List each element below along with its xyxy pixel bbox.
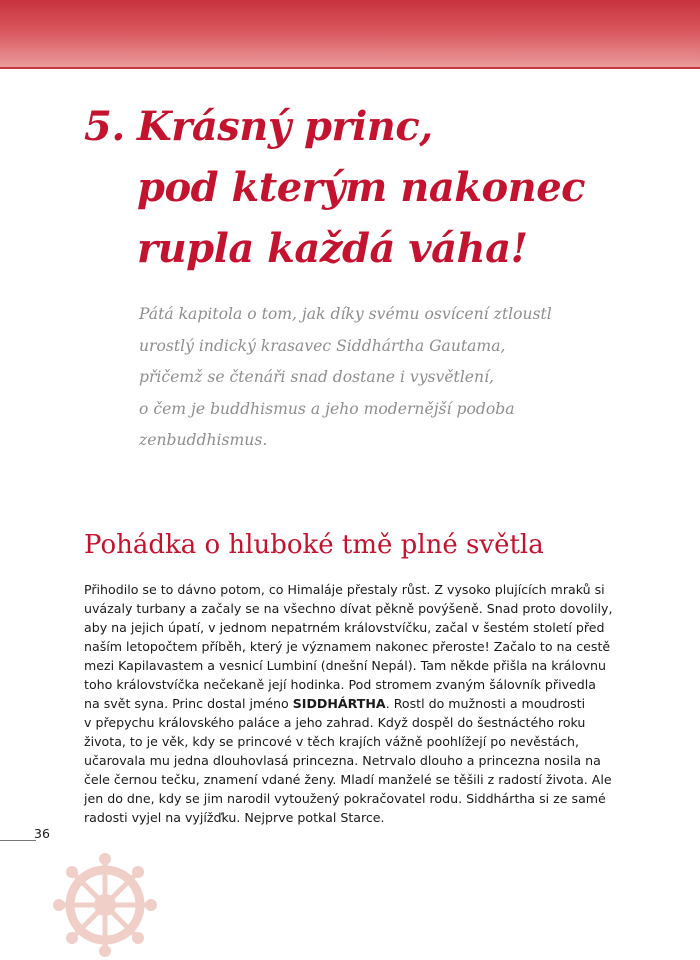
body-line: na svět syna. Princ dostal jméno SIDDHÁRTHA. Rostl do mužnosti a moudrosti — [84, 696, 586, 711]
body-line: toho královstvíčka nečekaně její hodinka. Pod stromem zvaným šálovník přivedla — [84, 677, 596, 692]
intro-line: Pátá kapitola o tom, jak díky svému osvícení ztloustl — [139, 305, 552, 323]
body-line: Přihodilo se to dávno potom, co Himaláje přestaly růst. Z vysoko plujících mraků si — [84, 582, 605, 597]
intro-line: o čem je buddhismus a jeho modernější podoba — [139, 399, 515, 418]
header-band — [0, 0, 700, 69]
body-line: aby na jejich úpatí, v jednom nepatrném královstvíčku, začal v šestém století před — [84, 620, 605, 635]
page-number-rule — [0, 840, 36, 841]
page-number: 36 — [34, 826, 50, 841]
intro-line: zenbuddhismus. — [139, 431, 268, 449]
body-line: radosti vyjel na vyjížďku. Nejprve potkal Starce. — [84, 810, 385, 825]
chapter-title-line-2: pod kterým nakonec — [137, 164, 586, 211]
body-line: života, to je věk, kdy se princové v těch krajích vážně poohlížejí po nevěstách, — [84, 734, 580, 749]
body-line: mezi Kapilavastem a vesnicí Lumbiní (dnešní Nepál). Tam někde přišla na královnu — [84, 658, 606, 673]
chapter-title — [84, 96, 684, 279]
body-line: učarovala mu jedna dlouhovlasá princezna. Netrvalo dlouho a princezna nosila na — [84, 753, 601, 768]
intro-line: urostlý indický krasavec Siddhártha Gautama, — [139, 336, 506, 355]
name-siddhartha: SIDDHÁRTHA — [292, 696, 386, 711]
intro-line: přičemž se čtenáři snad dostane i vysvětlení, — [139, 368, 495, 386]
body-text — [84, 580, 644, 827]
body-line: v přepychu královského paláce a jeho zahrad. Když dospěl do šestnáctého roku — [84, 715, 586, 730]
section-heading: Pohádka o hluboké tmě plné světla — [84, 530, 544, 560]
chapter-intro — [139, 299, 659, 457]
body-line: naším letopočtem příběh, který je významem nakonec přeroste! Začalo to na cestě — [84, 639, 611, 654]
chapter-title-line-1: 5. Krásný princ, — [84, 96, 684, 157]
dharma-wheel-icon — [50, 850, 160, 960]
body-line: uvázaly turbany a začaly se na všechno dívat pěkně povýšeně. Snad proto dovolily, — [84, 601, 613, 616]
body-line: jen do dne, kdy se jim narodil vytoužený pokračovatel rodu. Siddhártha si ze samé — [84, 791, 606, 806]
body-line: čele černou tečku, znamení vdané ženy. Mladí manželé se těšili z radostí života. Ale — [84, 772, 612, 787]
chapter-number: 5. — [84, 103, 125, 150]
chapter-title-line-3: rupla každá váha! — [137, 225, 528, 272]
